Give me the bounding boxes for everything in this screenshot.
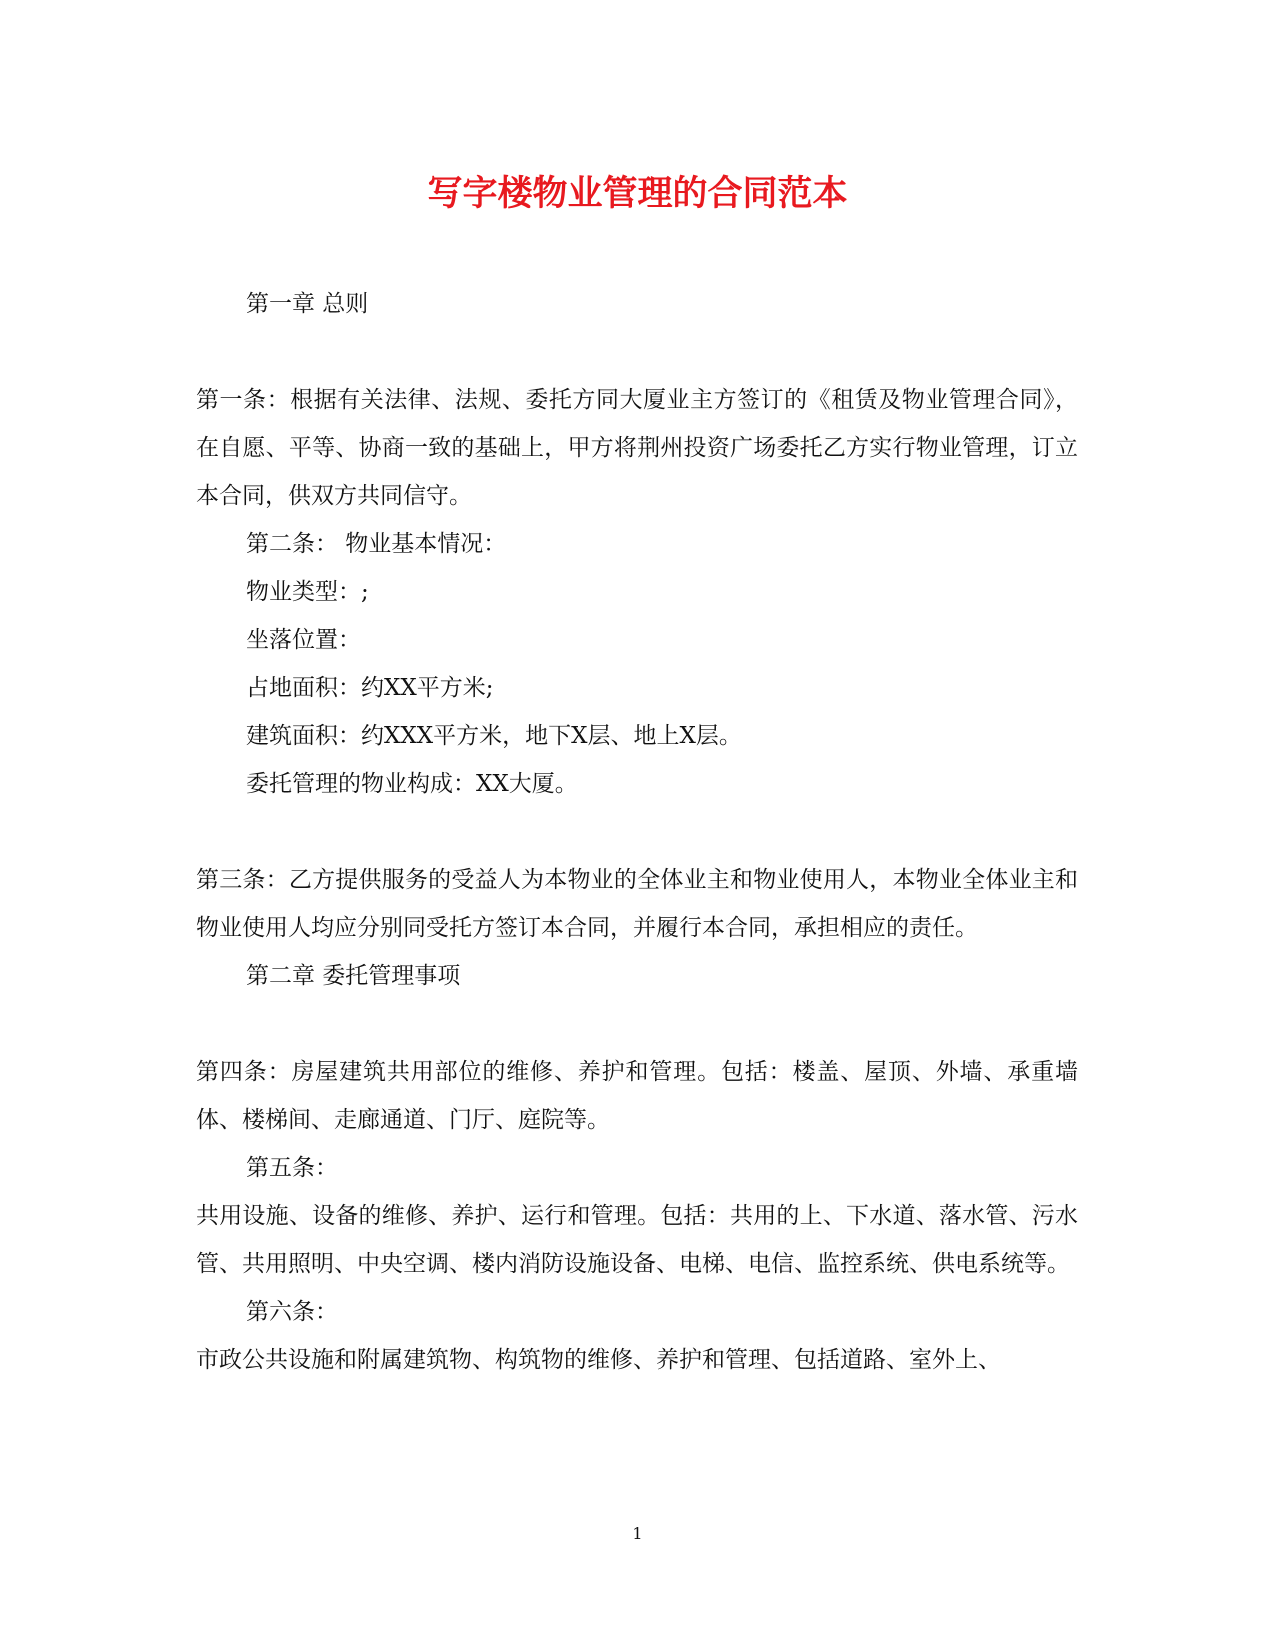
document-title: 写字楼物业管理的合同范本 (427, 173, 848, 214)
page-number: 1 (632, 1524, 643, 1543)
article-paragraph: 第四条：房屋建筑共用部位的维修、养护和管理。包括：楼盖、屋顶、外墙、承重墙体、楼梯间、走廊通道、门厅、庭院等。 (196, 1059, 1078, 1133)
document-body (196, 280, 1078, 1384)
chapter-heading: 第一章 总则 (246, 291, 369, 317)
article-heading: 第二条： 物业基本情况： (246, 531, 507, 557)
article-paragraph: 共用设施、设备的维修、养护、运行和管理。包括：共用的上、下水道、落水管、污水管、共用照明、中央空调、楼内消防设施设备、电梯、电信、监控系统、供电系统等。 (196, 1203, 1078, 1277)
property-info-line: 建筑面积：约XXX平方米，地下X层、地上X层。 (246, 723, 742, 749)
article-heading: 第六条： (246, 1299, 338, 1325)
chapter-heading: 第二章 委托管理事项 (246, 963, 461, 989)
property-info-line: 物业类型：; (246, 579, 369, 605)
property-info-line: 占地面积：约XX平方米; (246, 675, 494, 701)
paragraph-spacer (196, 1000, 1078, 1048)
property-info-line: 委托管理的物业构成：XX大厦。 (246, 771, 578, 797)
article-paragraph: 第一条：根据有关法律、法规、委托方同大厦业主方签订的《租赁及物业管理合同》，在自愿、平等、协商一致的基础上，甲方将荆州投资广场委托乙方实行物业管理，订立本合同，供双方共同信守。 (196, 387, 1078, 509)
paragraph-spacer (196, 808, 1078, 856)
paragraph-spacer (196, 328, 1078, 376)
property-info-line: 坐落位置： (246, 627, 361, 653)
article-paragraph: 第三条：乙方提供服务的受益人为本物业的全体业主和物业使用人，本物业全体业主和物业使用人均应分别同受托方签订本合同，并履行本合同，承担相应的责任。 (196, 867, 1078, 941)
article-heading: 第五条： (246, 1155, 338, 1181)
article-paragraph: 市政公共设施和附属建筑物、构筑物的维修、养护和管理、包括道路、室外上、 (196, 1347, 1001, 1373)
